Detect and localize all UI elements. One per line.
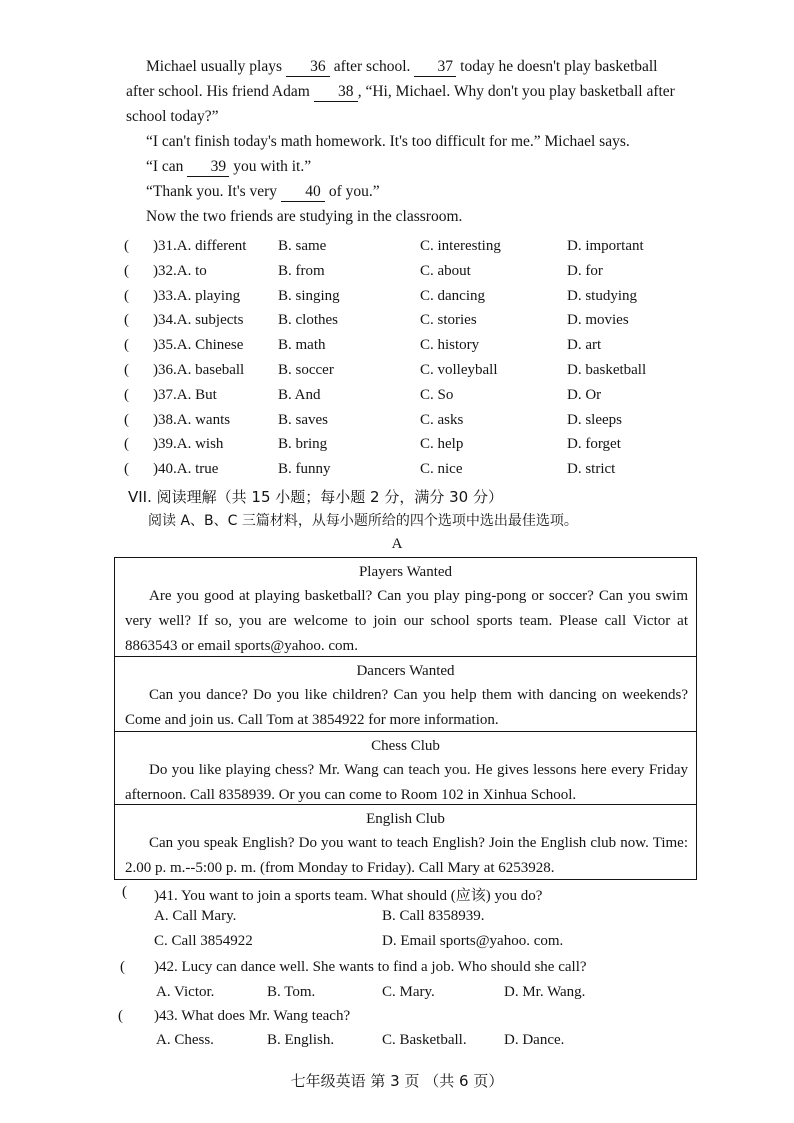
option-d: D. Dance. [504, 1032, 565, 1048]
cloze-text: Michael usually plays [146, 58, 286, 75]
ad-english-club [114, 804, 697, 880]
ad-title: Dancers Wanted [356, 663, 455, 679]
option-b: B. from [278, 262, 325, 279]
option-a-text: A. subjects [176, 312, 244, 329]
option-row [120, 310, 680, 335]
question-number: )40. [153, 461, 177, 478]
cloze-text: you with it.” [229, 158, 312, 175]
option-b: B. Tom. [267, 984, 316, 1000]
option-a: A. Victor. [156, 984, 215, 1000]
ad-body: Can you speak English? Do you want to teach English? Join the English club now. Time: 2.00 p. m.--5:00 p. m. (from Monday to Friday). Call Mary at 6253928. [125, 835, 688, 876]
ad-body: Can you dance? Do you like children? Can you help them with dancing on weekends? Come and join us. Call Tom at 3854922 for more information. [125, 687, 688, 728]
ad-title: English Club [366, 811, 445, 827]
cloze-passage [126, 54, 688, 229]
option-a-text: A. wish [176, 436, 224, 453]
question-number: )37. [153, 386, 177, 403]
option-c: C. nice [420, 461, 463, 478]
option-c: C. Basketball. [382, 1032, 467, 1048]
blank-40: 40 [281, 183, 325, 202]
question-stem: )41. You want to join a sports team. What should (应该) you do? [154, 888, 543, 904]
cloze-paragraph-3 [126, 154, 688, 179]
answer-paren[interactable]: ( [118, 1008, 123, 1024]
option-b: B. funny [278, 461, 331, 478]
question-number: )39. [153, 436, 177, 453]
option-d: D. important [567, 238, 644, 254]
answer-paren[interactable]: ( [124, 461, 129, 478]
option-row [120, 360, 680, 385]
option-b: B. saves [278, 411, 328, 428]
blank-38: 38 [314, 83, 358, 102]
option-d: D. art [567, 337, 602, 354]
answer-paren[interactable]: ( [120, 959, 125, 975]
cloze-paragraph-5: Now the two friends are studying in the classroom. [146, 208, 463, 225]
option-b: B. soccer [278, 361, 334, 378]
option-row [120, 459, 680, 484]
option-d: D. studying [567, 287, 638, 304]
option-d: D. Or [567, 386, 602, 403]
page-footer: 七年级英语 第 3 页 （共 6 页） [290, 1072, 504, 1090]
option-row [120, 286, 680, 311]
blank-39: 39 [187, 158, 229, 177]
option-a-text: A. playing [176, 287, 241, 304]
option-a [153, 412, 230, 429]
cloze-text: , “Hi, Michael. Why don't you play basketball after school today?” [126, 83, 675, 125]
option-b: B. And [278, 386, 321, 403]
answer-paren[interactable]: ( [124, 262, 129, 279]
option-a: A. Call Mary. [154, 908, 237, 924]
option-a-text: A. baseball [176, 361, 245, 378]
ad-players-wanted [114, 557, 697, 657]
ad-chess-club [114, 731, 697, 805]
option-a [153, 238, 246, 255]
option-c: C. volleyball [420, 361, 498, 378]
option-b: B. bring [278, 436, 328, 453]
option-c: C. history [420, 337, 480, 354]
option-c: C. interesting [420, 238, 501, 254]
question-stem: )42. Lucy can dance well. She wants to find a job. Who should she call? [154, 959, 587, 975]
option-c: C. dancing [420, 287, 485, 304]
question-number: )35. [153, 337, 177, 354]
cloze-text: “Thank you. It's very [146, 183, 281, 200]
answer-paren[interactable]: ( [122, 884, 127, 900]
option-a [153, 461, 218, 478]
option-c: C. Call 3854922 [154, 933, 253, 949]
option-a [153, 337, 243, 354]
ad-title: Chess Club [371, 738, 440, 754]
option-a-text: A. wants [176, 411, 231, 428]
option-row [120, 261, 680, 286]
answer-paren[interactable]: ( [124, 361, 129, 378]
option-c: C. So [420, 386, 454, 403]
option-a-text: A. to [176, 262, 207, 279]
blank-36: 36 [286, 58, 330, 77]
answer-paren[interactable]: ( [124, 386, 129, 403]
cloze-text: today he doesn't play basketball after school. His friend Adam [126, 58, 658, 100]
option-row [120, 335, 680, 360]
cloze-text: after school. [329, 58, 415, 75]
section-instruction: 阅读 A、B、C 三篇材料，从每小题所给的四个选项中选出最佳选项。 [148, 513, 578, 529]
option-b: B. same [278, 238, 327, 254]
option-d: D. forget [567, 436, 621, 453]
option-a [153, 362, 244, 379]
option-d: D. strict [567, 461, 616, 478]
question-number: )34. [153, 312, 177, 329]
option-row [120, 236, 680, 261]
answer-paren[interactable]: ( [124, 337, 129, 354]
question-number: )33. [153, 287, 177, 304]
option-row [120, 385, 680, 410]
option-a [153, 312, 243, 329]
ad-body: Do you like playing chess? Mr. Wang can teach you. He gives lessons here every Friday afternoon. Call 8358939. Or you can come to Room 102 in Xinhua School. [125, 762, 688, 803]
blank-37: 37 [414, 58, 456, 77]
option-row [120, 434, 680, 459]
option-c: C. stories [420, 312, 477, 329]
option-b: B. clothes [278, 312, 338, 329]
option-d: D. Email sports@yahoo. com. [382, 933, 564, 949]
option-b: B. math [278, 337, 326, 354]
ad-title: Players Wanted [358, 564, 453, 580]
cloze-options [120, 236, 680, 484]
option-a [153, 288, 240, 305]
cloze-text: of you.” [324, 183, 380, 200]
answer-paren[interactable]: ( [124, 312, 129, 329]
option-a-text: A. true [176, 461, 219, 478]
passage-label: A [391, 536, 403, 552]
answer-paren[interactable]: ( [124, 411, 129, 428]
question-number: )36. [153, 361, 177, 378]
question-stem: )43. What does Mr. Wang teach? [154, 1008, 351, 1024]
answer-paren[interactable]: ( [124, 287, 129, 304]
option-c: C. asks [420, 411, 464, 428]
option-b: B. English. [267, 1032, 335, 1048]
option-c: C. help [420, 436, 464, 453]
option-a-text: A. Chinese [176, 337, 244, 354]
option-row [120, 410, 680, 435]
cloze-paragraph-1 [126, 54, 688, 129]
option-d: D. Mr. Wang. [504, 984, 586, 1000]
option-b: B. singing [278, 287, 340, 304]
option-a-text: A. different [176, 238, 247, 254]
option-a [153, 387, 217, 404]
option-a [153, 263, 207, 280]
cloze-text: “I can [146, 158, 188, 175]
option-a-text: A. But [176, 386, 217, 403]
ad-body: Are you good at playing basketball? Can you play ping-pong or soccer? Can you swim very well? If so, you are welcome to join our school sports team. Please call Victor at 8863543 or email sports@yahoo. com. [125, 588, 688, 654]
question-number: )38. [153, 411, 177, 428]
option-b: B. Call 8358939. [382, 908, 485, 924]
cloze-paragraph-2: “I can't finish today's math homework. It's too difficult for me.” Michael says. [146, 133, 630, 150]
answer-paren[interactable]: ( [124, 238, 129, 254]
ad-dancers-wanted [114, 656, 697, 732]
option-d: D. basketball [567, 361, 647, 378]
option-d: D. sleeps [567, 411, 622, 428]
cloze-paragraph-4 [126, 179, 688, 204]
option-a: A. Chess. [156, 1032, 214, 1048]
question-number: )31. [153, 238, 177, 254]
question-number: )32. [153, 262, 177, 279]
section-title: VII. 阅读理解（共 15 小题；每小题 2 分，满分 30 分） [128, 488, 503, 506]
option-d: D. for [567, 262, 603, 279]
option-d: D. movies [567, 312, 629, 329]
option-c: C. about [420, 262, 471, 279]
option-a [153, 436, 223, 453]
answer-paren[interactable]: ( [124, 436, 129, 453]
option-c: C. Mary. [382, 984, 435, 1000]
